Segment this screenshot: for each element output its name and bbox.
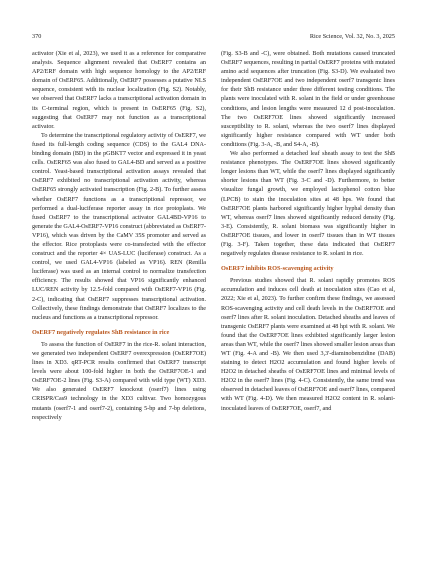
paragraph: activator (Xie et al, 2023), we used it as a reference for comparative analysis. Sequence alignment revealed that OsERF7 contains an AP2/ERF domain with high sequence homology to the AP2/ERF domain of OsERF65. Additionally, OsERF7 possesses a putative NLS sequence, consistent with its nuclear localization (Fig. S2). Notably, we observed that OsERF7 lacks a transcriptional activation domain in its C-terminal region, which is present in OsERF65 (Fig. S2), suggesting that OsERF7 may not function as a transcriptional activator. (32, 51, 206, 130)
paragraph: To assess the function of OsERF7 in the rice-R. solani interaction, we generated two independent OsERF7 overexpression (OsERF7OE) lines in XD3. qRT-PCR results confirmed that OsERF7 transcript levels were about 100-fold higher in both the OsERF7OE-1 and OsERF7OE-2 lines (Fig. S3-A) compared with wild type (WT) XD3. We also generated OsERF7 knockout (oserf7) lines using CRISPR/Cas9 technology in the XD3 cultivar. Two homozygous mutants (oserf7-1 and oserf7-2), containing 5-bp and 7-bp deletions, respectively (32, 341, 206, 421)
journal-citation: Rice Science, Vol. 32, No. 3, 2025 (309, 33, 395, 40)
paragraph: (Fig. S3-B and -C), were obtained. Both mutations caused truncated OsERF7 sequences, resulting in partial OsERF7 proteins with mutated amino acid sequences after truncation (Fig. S3-D). We evaluated two independent OsERF7OE and two independent oserf7 transgenic lines for their ShB resistance under three different testing conditions. The plants were inoculated with R. solani in the field or under greenhouse conditions, and lesion lengths were measured 12 d post-inoculation. The two OsERF7OE lines showed significantly increased susceptibility to R. solani, whereas the two oserf7 lines displayed significantly higher resistance compared with WT under both conditions (Fig. 3-A, -B, and S4-A, -B). (221, 51, 395, 148)
left-column (32, 50, 206, 423)
paragraph: We also performed a detached leaf sheath assay to test the ShB resistance phenotypes. The OsERF7OE lines showed significantly longer lesions than WT, while the oserf7 lines displayed significantly shorter lesions than WT (Fig. 3-C and -D). Furthermore, to better visualize fungal growth, we employed lactophenol cotton blue (LPCB) to stain the inoculation sites at 48 hps. We found that OsERF7OE plants harbored significantly higher hyphal density than WT, whereas oserf7 lines showed significantly reduced density (Fig. 3-E). Consistently, R. solani biomass was significantly higher in OsERF7OE tissues, and lower in oserf7 tissues than in WT tissues (Fig. 3-F). Taken together, these data indicated that OsERF7 negatively regulates disease resistance to R. solani in rice. (221, 151, 395, 258)
section-heading: OsERF7 inhibits ROS-scavenging activity (221, 265, 334, 273)
paragraph: Previous studies showed that R. solani rapidly promotes ROS accumulation and induces cell death at inoculation sites (Cao et al, 2022; Xie et al, 2023). To further confirm these findings, we assessed ROS-scavenging activity and cell death levels in the OsERF7OE and oserf7 lines after R. solani inoculation. Detached sheaths and leaves of transgenic OsERF7 plants were examined at 48 hpi with R. solani. We found that the OsERF7OE lines exhibited significantly larger lesion areas than WT, while the oserf7 lines showed smaller lesion areas than WT (Fig. 4-A and -B). We then used 3,3'-diaminobenzidine (DAB) staining to detect H2O2 accumulation and found higher levels of H2O2 in detached sheaths of OsERF7OE lines and minimal levels of H2O2 in the oserf7 lines (Fig. 4-C). Consistently, the same trend was observed in detached leaves of OsERF7OE and oserf7 lines, compared with WT (Fig. 4-D). We then measured H2O2 content in R. solani-inoculated leaves of OsERF7OE, oserf7, and (221, 278, 395, 412)
section-heading: OsERF7 negatively regulates ShB resistance in rice (32, 328, 170, 336)
right-column (221, 50, 395, 414)
page-header (32, 32, 395, 42)
page-number: 370 (32, 33, 42, 40)
paragraph: To determine the transcriptional regulatory activity of OsERF7, we fused its full-length coding sequence (CDS) to the GAL4 DNA-binding domain (BD) in the pGBKT7 vector and expressed it in yeast cells. OsERF65 was also fused to GAL4-BD and served as a positive control. Yeast-based transcriptional activation assays revealed that OsERF7 exhibited no transcriptional activation activity, whereas OsERF65 strongly activated transcription (Fig. 2-B). To further assess whether OsERF7 functions as a transcriptional repressor, we performed a dual-luciferase reporter assay in rice protoplasts. We fused OsERF7 to the transcriptional activator GAL4BD-VP16 to generate the GAL4-OsERF7-VP16 construct (abbreviated as OsERF7-VP16), which was driven by the CaMV 35S promoter and served as the effector. Rice protoplasts were co-transfected with the effector construct and the reporter 4× UAS-LUC (luciferase) construct. As a control, we used GAL4-VP16 (labeled as VP16). REN (Renilla luciferase) was used as an internal control to normalize transfection efficiency. The results showed that VP16 significantly enhanced LUC/REN activity by 12.5-fold compared with OsERF7-VP16 (Fig. 2-C), indicating that OsERF7 suppresses transcriptional activation. Collectively, these findings demonstrate that OsERF7 localizes to the nucleus and functions as a transcriptional repressor. (32, 132, 206, 321)
